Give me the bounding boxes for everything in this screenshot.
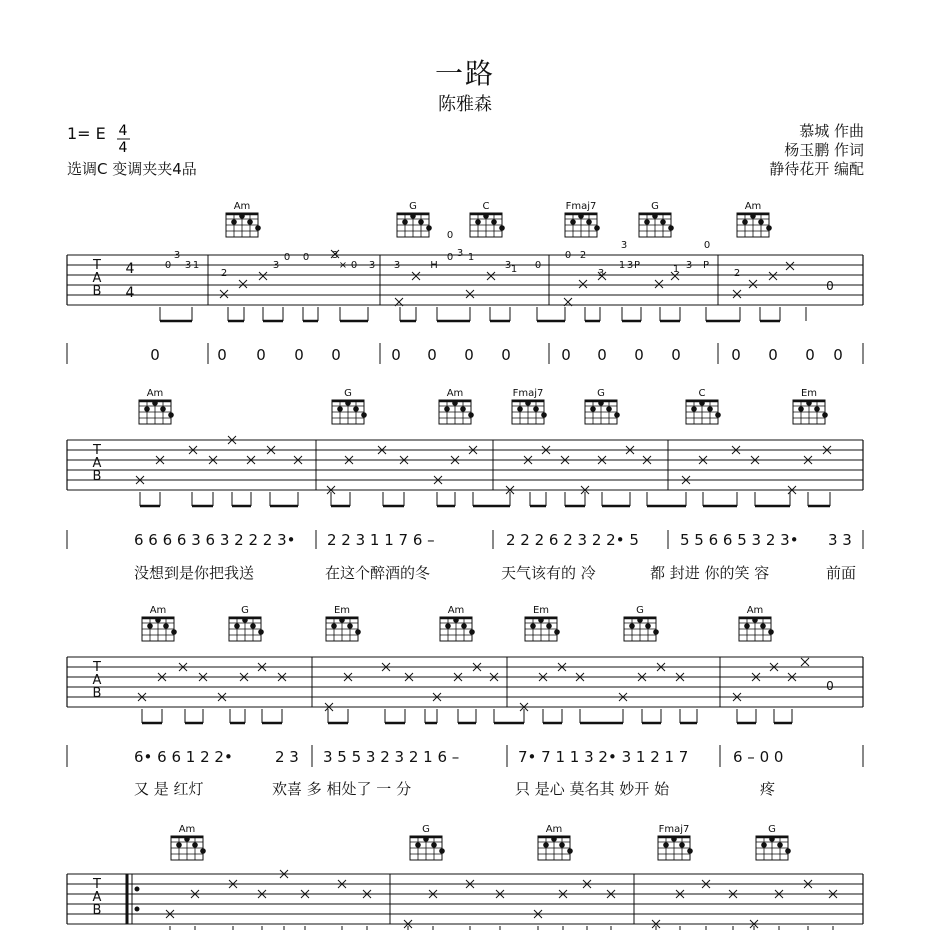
credit-composer: 慕城 作曲	[799, 122, 864, 140]
jianpu-notes: 6 – 0 0	[733, 748, 784, 766]
tab-number: 0	[446, 230, 454, 241]
chord-dot	[691, 406, 697, 412]
chord-dot	[707, 406, 713, 412]
chord-dot	[345, 400, 351, 406]
tab-number: 1	[467, 252, 475, 263]
chord-name: Am	[233, 201, 251, 212]
tab-number: ×	[338, 260, 348, 271]
chord-dot	[541, 412, 547, 418]
lyric-line: 前面	[826, 564, 857, 582]
chord-dot	[777, 842, 783, 848]
chord-name: G	[768, 824, 776, 835]
chord-dot	[331, 623, 337, 629]
lyric-line: 在这个醉酒的冬	[325, 564, 431, 582]
chord-dot	[766, 225, 772, 231]
chord-dot	[152, 400, 158, 406]
repeat-dot	[135, 887, 140, 892]
chord-dot	[629, 623, 635, 629]
tab-number: 0	[446, 252, 454, 263]
tab-number: 3	[272, 260, 280, 271]
tab-letter: A	[92, 673, 102, 688]
chord-name: G	[422, 824, 430, 835]
chord-dot	[452, 400, 458, 406]
chord-dot	[361, 412, 367, 418]
chord-dot	[586, 219, 592, 225]
tab-number: P	[702, 260, 710, 271]
lyric-line: 疼	[760, 780, 776, 798]
chord-dot	[806, 400, 812, 406]
chord-dot	[760, 623, 766, 629]
chord-name: Fmaj7	[565, 201, 597, 212]
chord-dot	[475, 219, 481, 225]
song-artist: 陈雅森	[438, 94, 492, 115]
chord-dot	[533, 406, 539, 412]
jianpu-notes: 2 2 2 6 2 3 2 2• 5	[506, 531, 639, 549]
tab-letter: T	[93, 443, 101, 458]
tab-number: 0	[283, 252, 291, 263]
lyric-line: 只 是心 莫名其 妙开 始	[515, 780, 670, 798]
chord-dot	[567, 848, 573, 854]
chord-dot	[144, 406, 150, 412]
tab-number: 3	[504, 260, 512, 271]
chord-name: C	[698, 388, 706, 399]
chord-dot	[426, 225, 432, 231]
chord-dot	[785, 848, 791, 854]
lyric-line: 都 封进 你的笑 容	[650, 564, 770, 582]
tab-number: 1	[510, 264, 518, 275]
chord-dot	[750, 213, 756, 219]
chord-dot	[517, 406, 523, 412]
tab-number: 3	[184, 260, 192, 271]
chord-dot	[644, 219, 650, 225]
chord-dot	[250, 623, 256, 629]
chord-dot	[525, 400, 531, 406]
tab-number: 2	[733, 268, 741, 279]
chord-name: Am	[178, 824, 196, 835]
chord-name: G	[409, 201, 417, 212]
chord-dot	[176, 842, 182, 848]
chord-dot	[353, 406, 359, 412]
chord-dot	[423, 836, 429, 842]
tab-letter: B	[92, 284, 102, 299]
jianpu-note: 0	[634, 346, 644, 364]
chord-dot	[798, 406, 804, 412]
tab-number: 3	[626, 260, 634, 271]
chord-dot	[147, 623, 153, 629]
jianpu-notes: 2 3	[275, 748, 299, 766]
tab-number: 1	[192, 260, 200, 271]
chord-name: G	[344, 388, 352, 399]
chord-dot	[499, 225, 505, 231]
jianpu-notes: 3 3	[828, 531, 852, 549]
chord-name: Am	[545, 824, 563, 835]
chord-name: Em	[800, 388, 818, 399]
tab-number: 0	[534, 260, 542, 271]
tab-letter: A	[92, 271, 102, 286]
tab-letter: T	[93, 258, 101, 273]
jianpu-note: 0	[833, 346, 843, 364]
chord-name: Am	[744, 201, 762, 212]
jianpu-notes: 7• 7 1 1 3 2• 3 1 2 1 7	[518, 748, 689, 766]
time-signature-numerator: 4	[125, 261, 135, 277]
lyric-line: 欢喜 多 相处了 一 分	[272, 780, 412, 798]
chord-dot	[645, 623, 651, 629]
chord-name: Em	[532, 605, 550, 616]
chord-dot	[614, 412, 620, 418]
chord-dot	[410, 213, 416, 219]
chord-dot	[590, 406, 596, 412]
jianpu-note: 0	[561, 346, 571, 364]
chord-dot	[594, 225, 600, 231]
jianpu-note: 0	[501, 346, 511, 364]
tab-letter: B	[92, 469, 102, 484]
chord-dot	[578, 213, 584, 219]
chord-dot	[231, 219, 237, 225]
tab-letter: B	[92, 686, 102, 701]
chord-dot	[483, 213, 489, 219]
jianpu-notes: 6 6 6 6 3 6 3 2 2 2 3•	[134, 531, 296, 549]
chord-dot	[200, 848, 206, 854]
chord-name: G	[651, 201, 659, 212]
rest-dash: 0	[826, 679, 834, 693]
capo-info: 选调C 变调夹夹4品	[67, 160, 197, 178]
chord-dot	[461, 623, 467, 629]
chord-dot	[445, 623, 451, 629]
tab-letter: B	[92, 903, 102, 918]
tab-number: 3	[173, 250, 181, 261]
chord-dot	[606, 406, 612, 412]
chord-dot	[538, 617, 544, 623]
chord-dot	[439, 848, 445, 854]
song-title: 一路	[434, 57, 495, 90]
chord-dot	[671, 836, 677, 842]
key-time-numerator: 4	[118, 123, 128, 139]
chord-dot	[184, 836, 190, 842]
chord-dot	[652, 213, 658, 219]
chord-name: Am	[149, 605, 167, 616]
tab-number: 3	[393, 260, 401, 271]
tab-letter: T	[93, 660, 101, 675]
chord-dot	[637, 617, 643, 623]
chord-name: G	[597, 388, 605, 399]
chord-dot	[663, 842, 669, 848]
tab-number: 1	[672, 264, 680, 275]
chord-dot	[559, 842, 565, 848]
chord-dot	[761, 842, 767, 848]
chord-name: Fmaj7	[512, 388, 544, 399]
chord-name: Am	[447, 605, 465, 616]
chord-dot	[337, 406, 343, 412]
chord-dot	[255, 225, 261, 231]
jianpu-note: 0	[150, 346, 160, 364]
tab-number: 3	[331, 250, 339, 261]
chord-name: Fmaj7	[658, 824, 690, 835]
credit-lyricist: 杨玉鹏 作词	[784, 141, 864, 159]
credit-arranger: 静待花开 编配	[769, 160, 864, 178]
jianpu-notes: 3 5 5 3 2 3 2 1 6 –	[323, 748, 460, 766]
lyric-line: 天气该有的 冷	[501, 564, 596, 582]
tab-number: 0	[564, 250, 572, 261]
jianpu-notes: 2 2 3 1 1 7 6 –	[327, 531, 435, 549]
chord-dot	[431, 842, 437, 848]
chord-dot	[418, 219, 424, 225]
jianpu-notes: 5 5 6 6 5 3 2 3•	[680, 531, 799, 549]
tab-number: 1	[618, 260, 626, 271]
jianpu-note: 0	[217, 346, 227, 364]
jianpu-note: 0	[391, 346, 401, 364]
chord-name: Am	[446, 388, 464, 399]
jianpu-note: 0	[597, 346, 607, 364]
tab-number: P	[633, 260, 641, 271]
chord-dot	[415, 842, 421, 848]
tab-number: 0	[350, 260, 358, 271]
chord-dot	[234, 623, 240, 629]
chord-dot	[469, 629, 475, 635]
chord-dot	[570, 219, 576, 225]
chord-name: G	[241, 605, 249, 616]
chord-dot	[355, 629, 361, 635]
jianpu-note: 0	[427, 346, 437, 364]
chord-name: Am	[746, 605, 764, 616]
chord-dot	[242, 617, 248, 623]
jianpu-note: 0	[768, 346, 778, 364]
chord-dot	[491, 219, 497, 225]
tab-number: 3	[368, 260, 376, 271]
jianpu-note: 0	[731, 346, 741, 364]
tab-number: 0	[302, 252, 310, 263]
chord-dot	[752, 617, 758, 623]
chord-dot	[768, 629, 774, 635]
lyric-line: 又 是 红灯	[134, 780, 204, 798]
chord-dot	[551, 836, 557, 842]
chord-dot	[598, 400, 604, 406]
chord-dot	[258, 629, 264, 635]
chord-dot	[814, 406, 820, 412]
chord-dot	[160, 406, 166, 412]
tab-number: 3	[685, 260, 693, 271]
chord-name: Am	[146, 388, 164, 399]
repeat-dot	[135, 907, 140, 912]
key-time-denominator: 4	[118, 140, 128, 156]
tab-number: 2	[220, 268, 228, 279]
chord-dot	[699, 400, 705, 406]
tab-number: H	[430, 260, 438, 271]
chord-dot	[347, 623, 353, 629]
chord-dot	[163, 623, 169, 629]
rest-dash: 0	[826, 279, 834, 293]
jianpu-note: 0	[805, 346, 815, 364]
jianpu-note: 0	[464, 346, 474, 364]
chord-dot	[171, 629, 177, 635]
chord-dot	[192, 842, 198, 848]
chord-dot	[155, 617, 161, 623]
chord-dot	[653, 629, 659, 635]
jianpu-note: 0	[331, 346, 341, 364]
chord-dot	[715, 412, 721, 418]
tab-letter: A	[92, 890, 102, 905]
chord-dot	[660, 219, 666, 225]
chord-name: Em	[333, 605, 351, 616]
chord-name: C	[482, 201, 490, 212]
jianpu-notes: 6• 6 6 1 2 2•	[134, 748, 233, 766]
chord-dot	[339, 617, 345, 623]
jianpu-note: 0	[256, 346, 266, 364]
chord-dot	[668, 225, 674, 231]
chord-dot	[687, 848, 693, 854]
key-label: 1= E	[67, 124, 106, 143]
chord-dot	[239, 213, 245, 219]
chord-dot	[530, 623, 536, 629]
tab-number: 2	[579, 250, 587, 261]
chord-dot	[742, 219, 748, 225]
chord-dot	[543, 842, 549, 848]
chord-dot	[168, 412, 174, 418]
chord-dot	[444, 406, 450, 412]
chord-dot	[546, 623, 552, 629]
time-signature-denominator: 4	[125, 285, 135, 301]
tab-number: 3	[456, 248, 464, 259]
lyric-line: 没想到是你把我送	[134, 564, 255, 582]
tab-letter: A	[92, 456, 102, 471]
chord-dot	[468, 412, 474, 418]
jianpu-note: 0	[671, 346, 681, 364]
tab-number: 3	[597, 268, 605, 279]
jianpu-note: 0	[294, 346, 304, 364]
chord-name: G	[636, 605, 644, 616]
chord-dot	[247, 219, 253, 225]
chord-dot	[769, 836, 775, 842]
chord-dot	[554, 629, 560, 635]
chord-dot	[402, 219, 408, 225]
tab-number: 0	[703, 240, 711, 251]
chord-dot	[744, 623, 750, 629]
tab-number: 3	[620, 240, 628, 251]
tab-letter: T	[93, 877, 101, 892]
chord-dot	[460, 406, 466, 412]
chord-dot	[822, 412, 828, 418]
chord-dot	[758, 219, 764, 225]
chord-dot	[453, 617, 459, 623]
chord-dot	[679, 842, 685, 848]
tab-number: 0	[164, 260, 172, 271]
